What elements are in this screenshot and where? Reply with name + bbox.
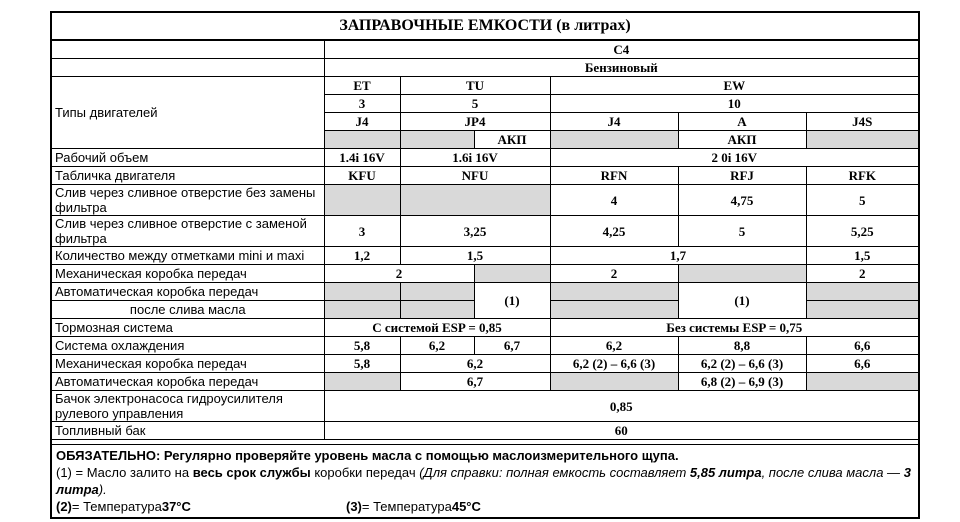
table-row (52, 41, 918, 59)
note-1: (1) = Масло залито на весь срок службы коробки передач (Для справки: полная емкость составляет 5,85 литра, после слива масла — 3 литра). (56, 465, 911, 497)
family-ew: EW (550, 77, 918, 95)
table-row: Автоматическая коробка передач (1) (1) (52, 283, 918, 301)
capacity-sheet (50, 11, 920, 519)
note-2-3: (2)= Температура37°C (3)= Температура45°C (56, 499, 481, 514)
table-row: Табличка двигателя KFU NFU RFN RFJ RFK (52, 167, 918, 185)
table-row: после слива масла (52, 301, 918, 319)
table-row (52, 59, 918, 77)
table-row: Механическая коробка передач 5,8 6,2 6,2 (2) – 6,6 (3) 6,2 (2) – 6,6 (3) 6,6 (52, 355, 918, 373)
table-row: Количество между отметками mini и maxi 1,2 1,5 1,7 1,5 (52, 247, 918, 265)
capacity-table (52, 40, 918, 440)
table-row: Бачок электронасоса гидроусилителя рулевого управления 0,85 (52, 391, 918, 422)
table-row: Слив через сливное отверстие с заменой фильтра 3 3,25 4,25 5 5,25 (52, 216, 918, 247)
engine-types-label: Типы двигателей (52, 77, 324, 149)
table-row: Топливный бак 60 (52, 422, 918, 440)
page-title: ЗАПРАВОЧНЫЕ ЕМКОСТИ (в литрах) (52, 13, 918, 40)
family-tu: TU (400, 77, 550, 95)
table-row: Рабочий объем 1.4i 16V 1.6i 16V 2 0i 16V (52, 149, 918, 167)
fuel-cell: Бензиновый (324, 59, 918, 77)
table-row: АКП АКП (52, 131, 918, 149)
table-row: Механическая коробка передач 2 2 2 (52, 265, 918, 283)
table-row: 3 5 10 (52, 95, 918, 113)
mandatory-note: ОБЯЗАТЕЛЬНО: Регулярно проверяйте уровень масла с помощью маслоизмерительного щупа. (56, 448, 679, 463)
footnotes (52, 444, 918, 517)
table-row: Система охлаждения 5,8 6,2 6,7 6,2 8,8 6,6 (52, 337, 918, 355)
table-row: Автоматическая коробка передач 6,7 6,8 (2) – 6,9 (3) (52, 373, 918, 391)
table-row: Тормозная система С системой ESP = 0,85 Без системы ESP = 0,75 (52, 319, 918, 337)
table-row (52, 77, 918, 95)
table-row: J4 JP4 J4 A J4S (52, 113, 918, 131)
table-row: Слив через сливное отверстие без замены фильтра 4 4,75 5 (52, 185, 918, 216)
model-cell: C4 (324, 41, 918, 59)
family-et: ET (324, 77, 400, 95)
